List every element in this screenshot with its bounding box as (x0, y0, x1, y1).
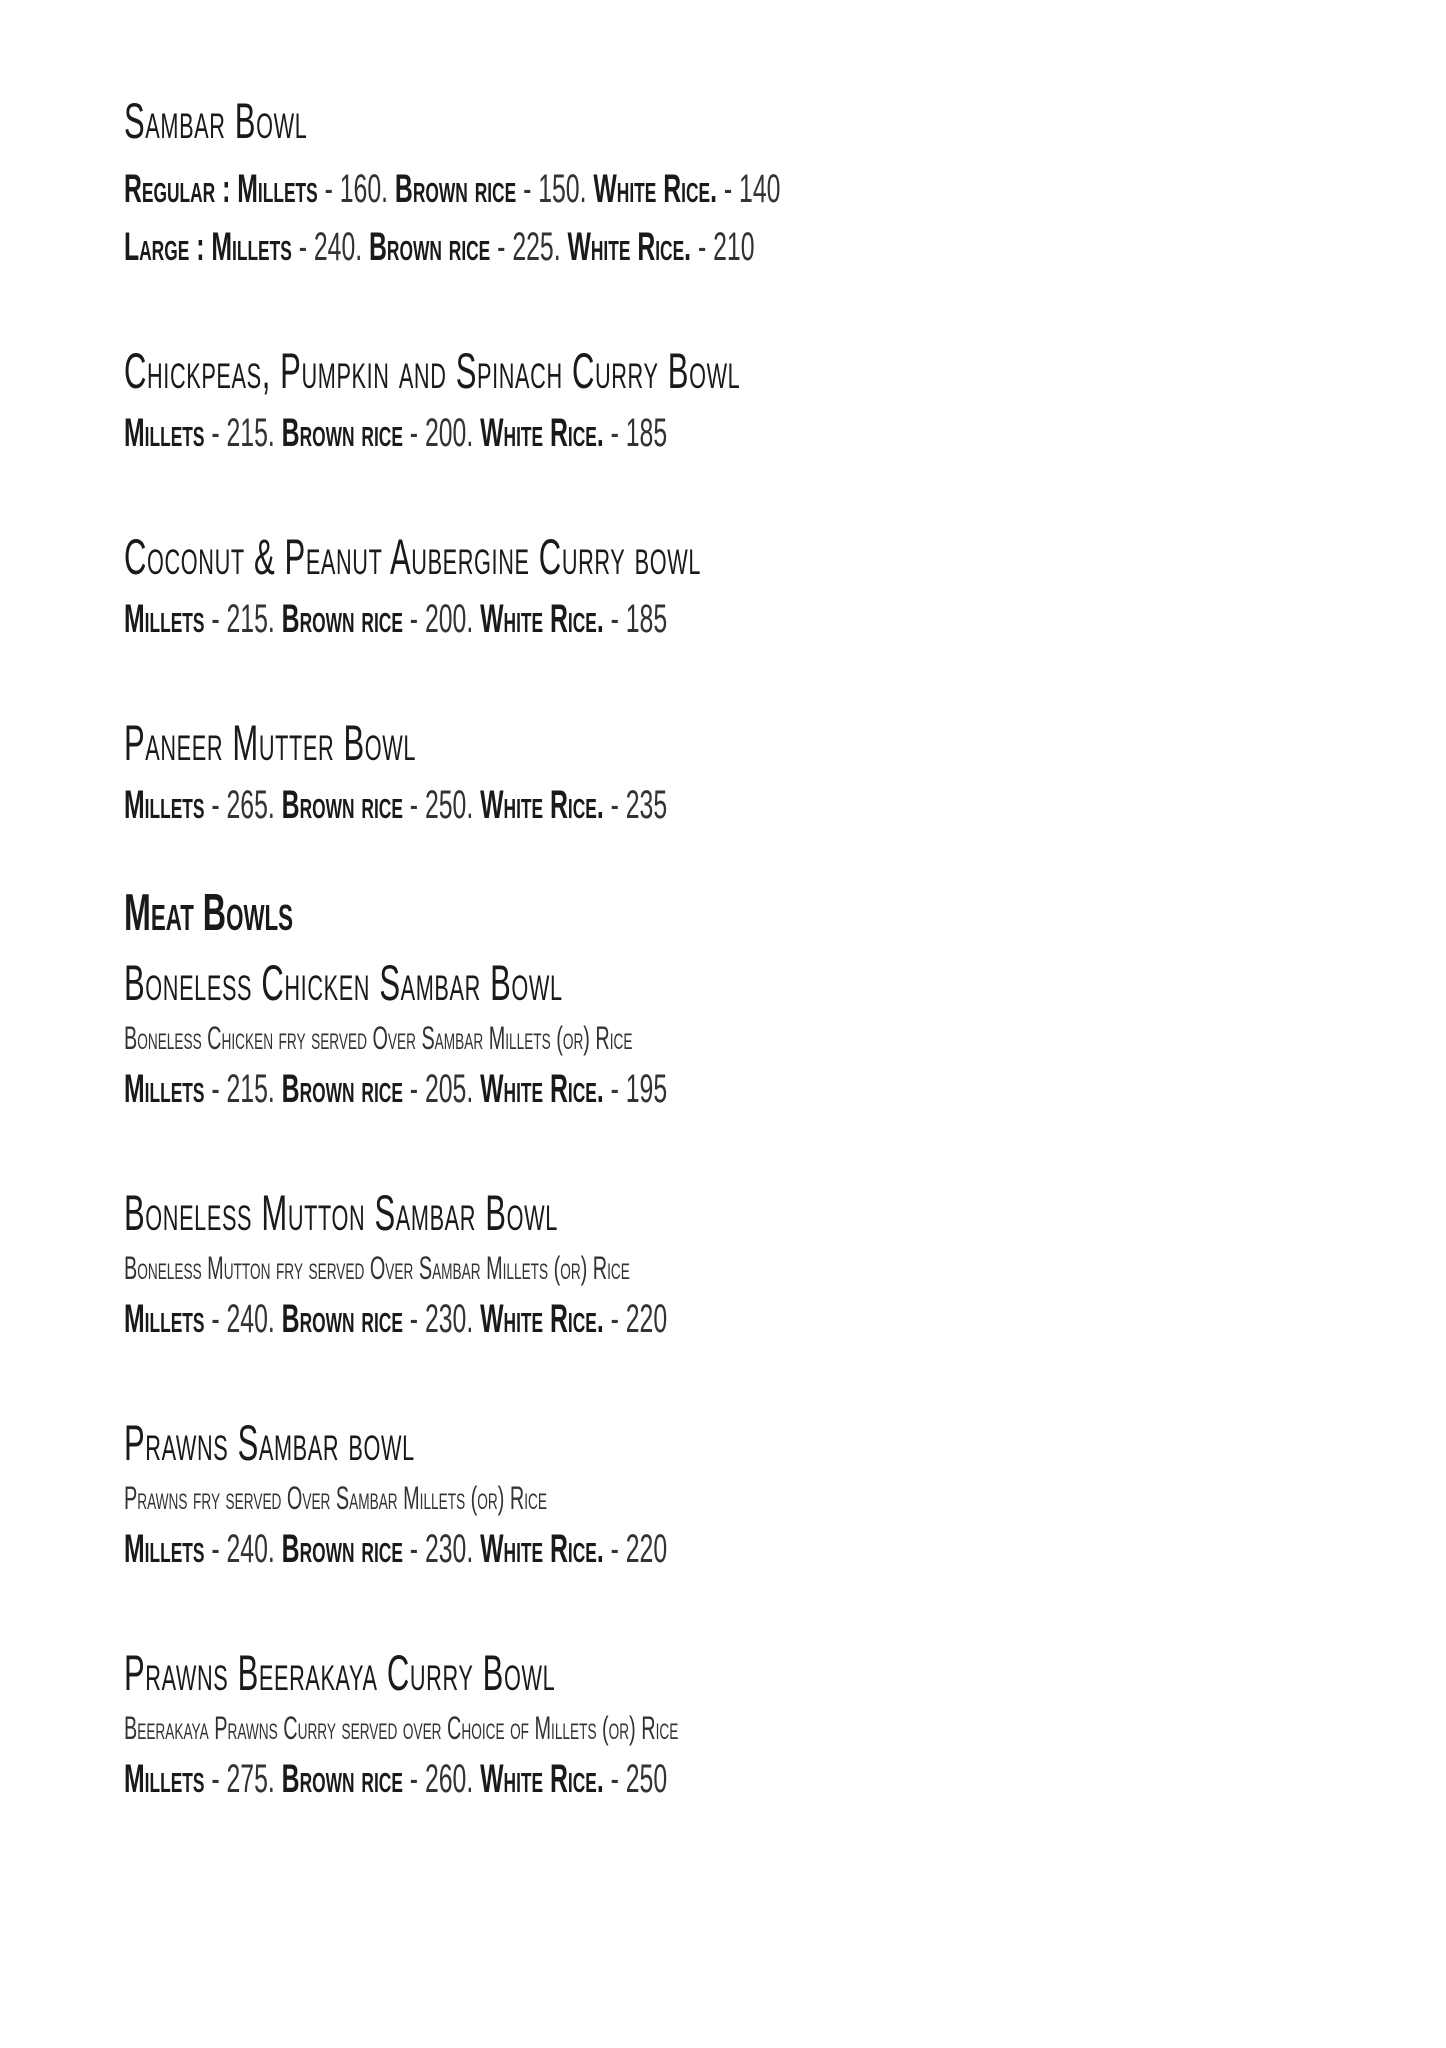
section-title-meat-bowls: Meat Bowls (124, 884, 294, 942)
price-line: Millets - 215. Brown rice - 200. White Rice. - 185 (124, 597, 668, 641)
menu-item-prawns-sambar-bowl (124, 1410, 1324, 1578)
item-description: Prawns fry served Over Sambar Millets (or) Rice (124, 1480, 547, 1516)
menu-item-chickpeas-curry-bowl (124, 338, 1324, 462)
item-name: Sambar Bowl (124, 93, 308, 149)
menu-item-boneless-mutton-sambar-bowl (124, 1180, 1324, 1348)
price-line: Millets - 215. Brown rice - 205. White Rice. - 195 (124, 1067, 668, 1111)
item-name: Boneless Mutton Sambar Bowl (124, 1185, 558, 1241)
item-description: Boneless Mutton fry served Over Sambar Millets (or) Rice (124, 1250, 630, 1286)
menu-page (124, 88, 1324, 1808)
item-description: Beerakaya Prawns Curry served over Choice of Millets (or) Rice (124, 1710, 679, 1746)
item-name: Chickpeas, Pumpkin and Spinach Curry Bowl (124, 343, 741, 399)
price-line: Millets - 275. Brown rice - 260. White Rice. - 250 (124, 1757, 668, 1801)
item-description: Boneless Chicken fry served Over Sambar Millets (or) Rice (124, 1020, 633, 1056)
menu-item-aubergine-curry-bowl (124, 524, 1324, 648)
item-name: Paneer Mutter Bowl (124, 715, 417, 771)
item-name: Prawns Beerakaya Curry Bowl (124, 1645, 556, 1701)
price-line: Millets - 265. Brown rice - 250. White Rice. - 235 (124, 783, 668, 827)
price-line-regular: Regular : Millets - 160. Brown rice - 150. White Rice. - 140 (124, 167, 781, 211)
price-line: Millets - 240. Brown rice - 230. White Rice. - 220 (124, 1297, 668, 1341)
menu-item-paneer-mutter-bowl (124, 710, 1324, 834)
menu-item-boneless-chicken-sambar-bowl (124, 950, 1324, 1118)
item-name: Boneless Chicken Sambar Bowl (124, 955, 563, 1011)
price-line-large: Large : Millets - 240. Brown rice - 225. White Rice. - 210 (124, 225, 755, 269)
price-line: Millets - 240. Brown rice - 230. White Rice. - 220 (124, 1527, 668, 1571)
item-name: Coconut & Peanut Aubergine Curry bowl (124, 529, 702, 585)
item-name: Prawns Sambar bowl (124, 1415, 415, 1471)
price-line: Millets - 215. Brown rice - 200. White Rice. - 185 (124, 411, 668, 455)
menu-item-sambar-bowl (124, 88, 1324, 276)
menu-item-prawns-beerakaya-curry-bowl (124, 1640, 1324, 1808)
